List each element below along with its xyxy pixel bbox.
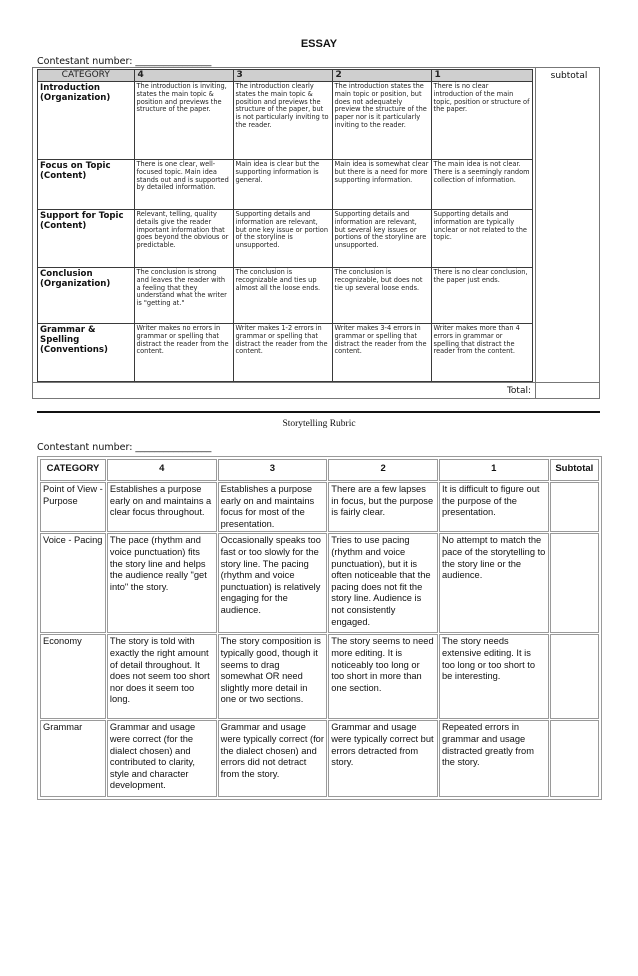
- story-cell: Grammar and usage were typically correct (for the dialect chosen) and errors did not detract from the story.: [218, 720, 328, 797]
- story-row-category: Point of View - Purpose: [40, 482, 106, 532]
- essay-header-4: 4: [134, 70, 233, 82]
- essay-row-support: [38, 210, 533, 268]
- essay-rubric-image: [37, 69, 533, 381]
- essay-cell: Supporting details and information are relevant, but one key issue or portion of the storyline is unsupported.: [233, 210, 332, 268]
- essay-header-2: 2: [332, 70, 431, 82]
- essay-cell: The conclusion is recognizable and ties up almost all the loose ends.: [233, 268, 332, 324]
- essay-row-introduction: [38, 82, 533, 160]
- essay-cell: Main idea is clear but the supporting information is general.: [233, 160, 332, 210]
- story-cell: It is difficult to figure out the purpose of the presentation.: [439, 482, 549, 532]
- essay-row-focus: [38, 160, 533, 210]
- story-cell: The story needs extensive editing. It is too long or too short to be interesting.: [439, 634, 549, 719]
- story-header-2: 2: [328, 459, 438, 481]
- story-cell: Grammar and usage were correct (for the dialect chosen) and contributed to clarity, style and character development.: [107, 720, 217, 797]
- essay-cell: The introduction states the main topic or position, but does not adequately preview the structure of the paper nor is it particularly inviting to the reader.: [332, 82, 431, 160]
- essay-rubric-table: [37, 69, 533, 382]
- story-cell: The story seems to need more editing. It is noticeably too long or too short in more than one section.: [328, 634, 438, 719]
- story-row-grammar: [40, 720, 599, 797]
- section-divider: [37, 411, 600, 413]
- essay-cell: The main idea is not clear. There is a seemingly random collection of information.: [431, 160, 532, 210]
- story-row-point-of-view: [40, 482, 599, 532]
- essay-row-category: Conclusion (Organization): [38, 268, 135, 324]
- essay-cell: Writer makes no errors in grammar or spelling that distract the reader from the content.: [134, 324, 233, 382]
- essay-row-grammar: [38, 324, 533, 382]
- story-header-1: 1: [439, 459, 549, 481]
- story-cell: The story is told with exactly the right amount of detail throughout. It does not seem too short nor does it seem too long.: [107, 634, 217, 719]
- story-cell: No attempt to match the pace of the storytelling to the story line or the audience.: [439, 533, 549, 633]
- essay-row-conclusion: [38, 268, 533, 324]
- essay-cell: Writer makes more than 4 errors in grammar or spelling that distract the reader from the content.: [431, 324, 532, 382]
- essay-header-3: 3: [233, 70, 332, 82]
- story-cell: Establishes a purpose early on and maintains a clear focus throughout.: [107, 482, 217, 532]
- story-header-subtotal: Subtotal: [550, 459, 599, 481]
- storytelling-title: Storytelling Rubric: [282, 419, 356, 429]
- essay-cell: Relevant, telling, quality details give the reader important information that goes beyond the obvious or predictable.: [134, 210, 233, 268]
- essay-cell: The introduction is inviting, states the main topic & position and previews the structure of the paper.: [134, 82, 233, 160]
- story-header-category: CATEGORY: [40, 459, 106, 481]
- story-cell: The story composition is typically good, though it seems to drag somewhat OR need slightly more detail in one or two sections.: [218, 634, 328, 719]
- story-subtotal-cell[interactable]: [550, 533, 599, 633]
- essay-row-category: Introduction (Organization): [38, 82, 135, 160]
- story-row-category: Economy: [40, 634, 106, 719]
- story-cell: Repeated errors in grammar and usage distracted greatly from the story.: [439, 720, 549, 797]
- essay-total-label: Total:: [506, 386, 531, 396]
- essay-row-category: Support for Topic (Content): [38, 210, 135, 268]
- essay-cell: There is no clear introduction of the main topic, position or structure of the paper.: [431, 82, 532, 160]
- story-row-voice: [40, 533, 599, 633]
- story-row-category: Grammar: [40, 720, 106, 797]
- essay-cell: The conclusion is recognizable, but does not tie up several loose ends.: [332, 268, 431, 324]
- story-subtotal-cell[interactable]: [550, 720, 599, 797]
- essay-contestant-label: Contestant number: ________________: [37, 56, 212, 67]
- story-subtotal-cell[interactable]: [550, 634, 599, 719]
- story-cell: Establishes a purpose early on and maintains focus for most of the presentation.: [218, 482, 328, 532]
- essay-title: ESSAY: [300, 38, 338, 50]
- story-cell: Tries to use pacing (rhythm and voice punctuation), but it is often noticeable that the pacing does not fit the story line. Audience is not consistently engaged.: [328, 533, 438, 633]
- story-header-3: 3: [218, 459, 328, 481]
- story-header-4: 4: [107, 459, 217, 481]
- story-cell: There are a few lapses in focus, but the purpose is fairly clear.: [328, 482, 438, 532]
- essay-row-category: Grammar & Spelling (Conventions): [38, 324, 135, 382]
- story-cell: Occasionally speaks too fast or too slowly for the story line. The pacing (rhythm and voice punctuation) is relatively engaging for the audience.: [218, 533, 328, 633]
- essay-cell: Supporting details and information are typically unclear or not related to the topic.: [431, 210, 532, 268]
- storytelling-rubric: [37, 456, 602, 800]
- total-row-divider: [33, 382, 599, 383]
- essay-cell: The conclusion is strong and leaves the reader with a feeling that they understand what the writer is "getting at.": [134, 268, 233, 324]
- story-cell: Grammar and usage were typically correct but errors detracted from story.: [328, 720, 438, 797]
- story-subtotal-cell[interactable]: [550, 482, 599, 532]
- essay-row-category: Focus on Topic (Content): [38, 160, 135, 210]
- storytelling-rubric-table: [39, 458, 600, 798]
- essay-header-category: CATEGORY: [38, 70, 135, 82]
- essay-cell: Writer makes 3-4 errors in grammar or spelling that distract the reader from the content.: [332, 324, 431, 382]
- story-row-category: Voice - Pacing: [40, 533, 106, 633]
- essay-cell: Writer makes 1-2 errors in grammar or spelling that distract the reader from the content.: [233, 324, 332, 382]
- essay-cell: There is no clear conclusion, the paper just ends.: [431, 268, 532, 324]
- story-cell: The pace (rhythm and voice punctuation) fits the story line and helps the audience really "get into" the story.: [107, 533, 217, 633]
- storytelling-contestant-label: Contestant number: ________________: [37, 442, 212, 453]
- essay-subtotal-label: subtotal: [550, 71, 588, 81]
- essay-header-1: 1: [431, 70, 532, 82]
- essay-cell: The introduction clearly states the main topic & position and previews the structure of the paper, but is not particularly inviting to the reader.: [233, 82, 332, 160]
- essay-rubric-frame: [32, 67, 600, 399]
- story-row-economy: [40, 634, 599, 719]
- essay-cell: Main idea is somewhat clear but there is a need for more supporting information.: [332, 160, 431, 210]
- essay-cell: There is one clear, well-focused topic. Main idea stands out and is supported by detailed information.: [134, 160, 233, 210]
- essay-cell: Supporting details and information are relevant, but several key issues or portions of the storyline are unsupported.: [332, 210, 431, 268]
- subtotal-column-divider: [535, 68, 536, 398]
